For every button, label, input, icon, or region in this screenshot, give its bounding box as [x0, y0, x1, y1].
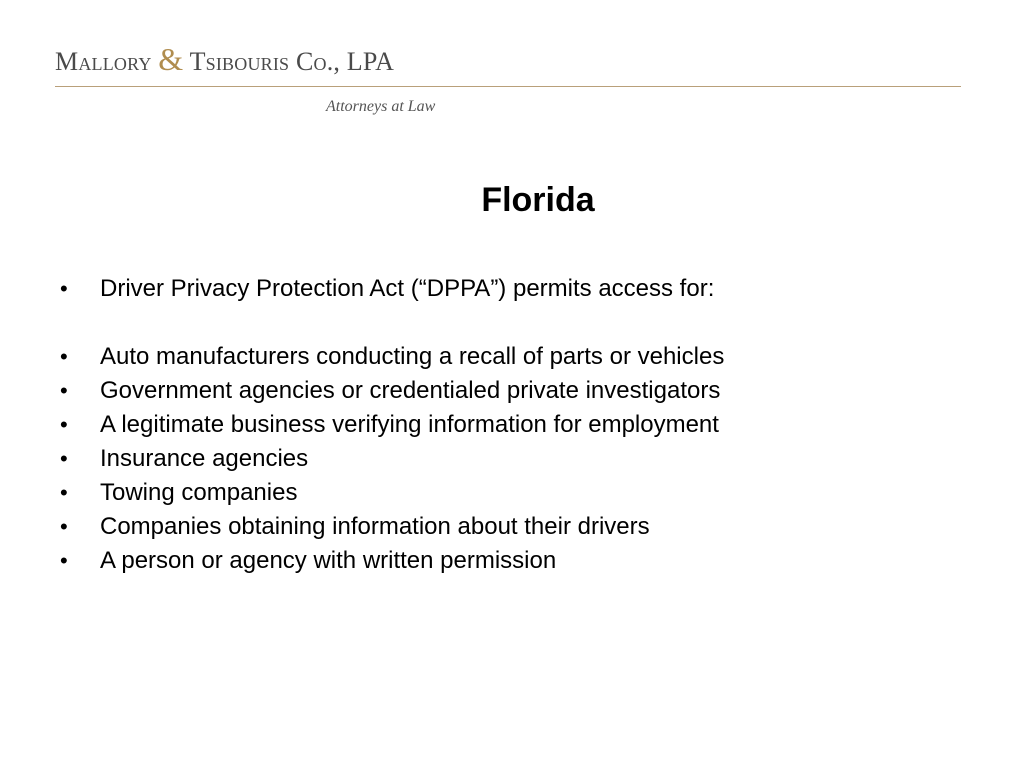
bullet-item: [60, 374, 960, 408]
firm-tagline: Attorneys at Law: [326, 98, 436, 115]
bullet-item: [60, 510, 960, 544]
header-divider: [55, 86, 961, 87]
bullet-icon: •: [60, 276, 68, 301]
bullet-icon: •: [60, 514, 68, 539]
bullet-icon: •: [60, 344, 68, 369]
bullet-icon: •: [60, 480, 68, 505]
bullet-text: Auto manufacturers conducting a recall of parts or vehicles: [100, 343, 725, 370]
bullet-list: [60, 272, 960, 578]
bullet-text: A person or agency with written permission: [100, 547, 557, 574]
bullet-icon: •: [60, 548, 68, 573]
bullet-text: A legitimate business verifying information for employment: [100, 411, 719, 438]
bullet-item: [60, 544, 960, 578]
bullet-text: Government agencies or credentialed private investigators: [100, 377, 721, 404]
slide-header: [0, 0, 1024, 130]
bullet-text: Towing companies: [100, 479, 298, 506]
logo-ampersand: &: [158, 41, 184, 77]
bullet-item: [60, 476, 960, 510]
bullet-intro: [60, 272, 960, 306]
bullet-item: [60, 340, 960, 374]
bullet-item: [60, 442, 960, 476]
bullet-text: Driver Privacy Protection Act (“DPPA”) permits access for:: [100, 275, 715, 302]
bullet-icon: •: [60, 378, 68, 403]
bullet-icon: •: [60, 412, 68, 437]
bullet-text: Insurance agencies: [100, 445, 309, 472]
bullet-item: [60, 408, 960, 442]
bullet-icon: •: [60, 446, 68, 471]
firm-logo: [55, 42, 394, 79]
logo-text-mallory: Mallory: [55, 47, 152, 76]
slide-title: Florida: [481, 181, 595, 219]
logo-text-tsibouris: Tsibouris Co., LPA: [189, 47, 395, 76]
bullet-text: Companies obtaining information about their drivers: [100, 513, 650, 540]
